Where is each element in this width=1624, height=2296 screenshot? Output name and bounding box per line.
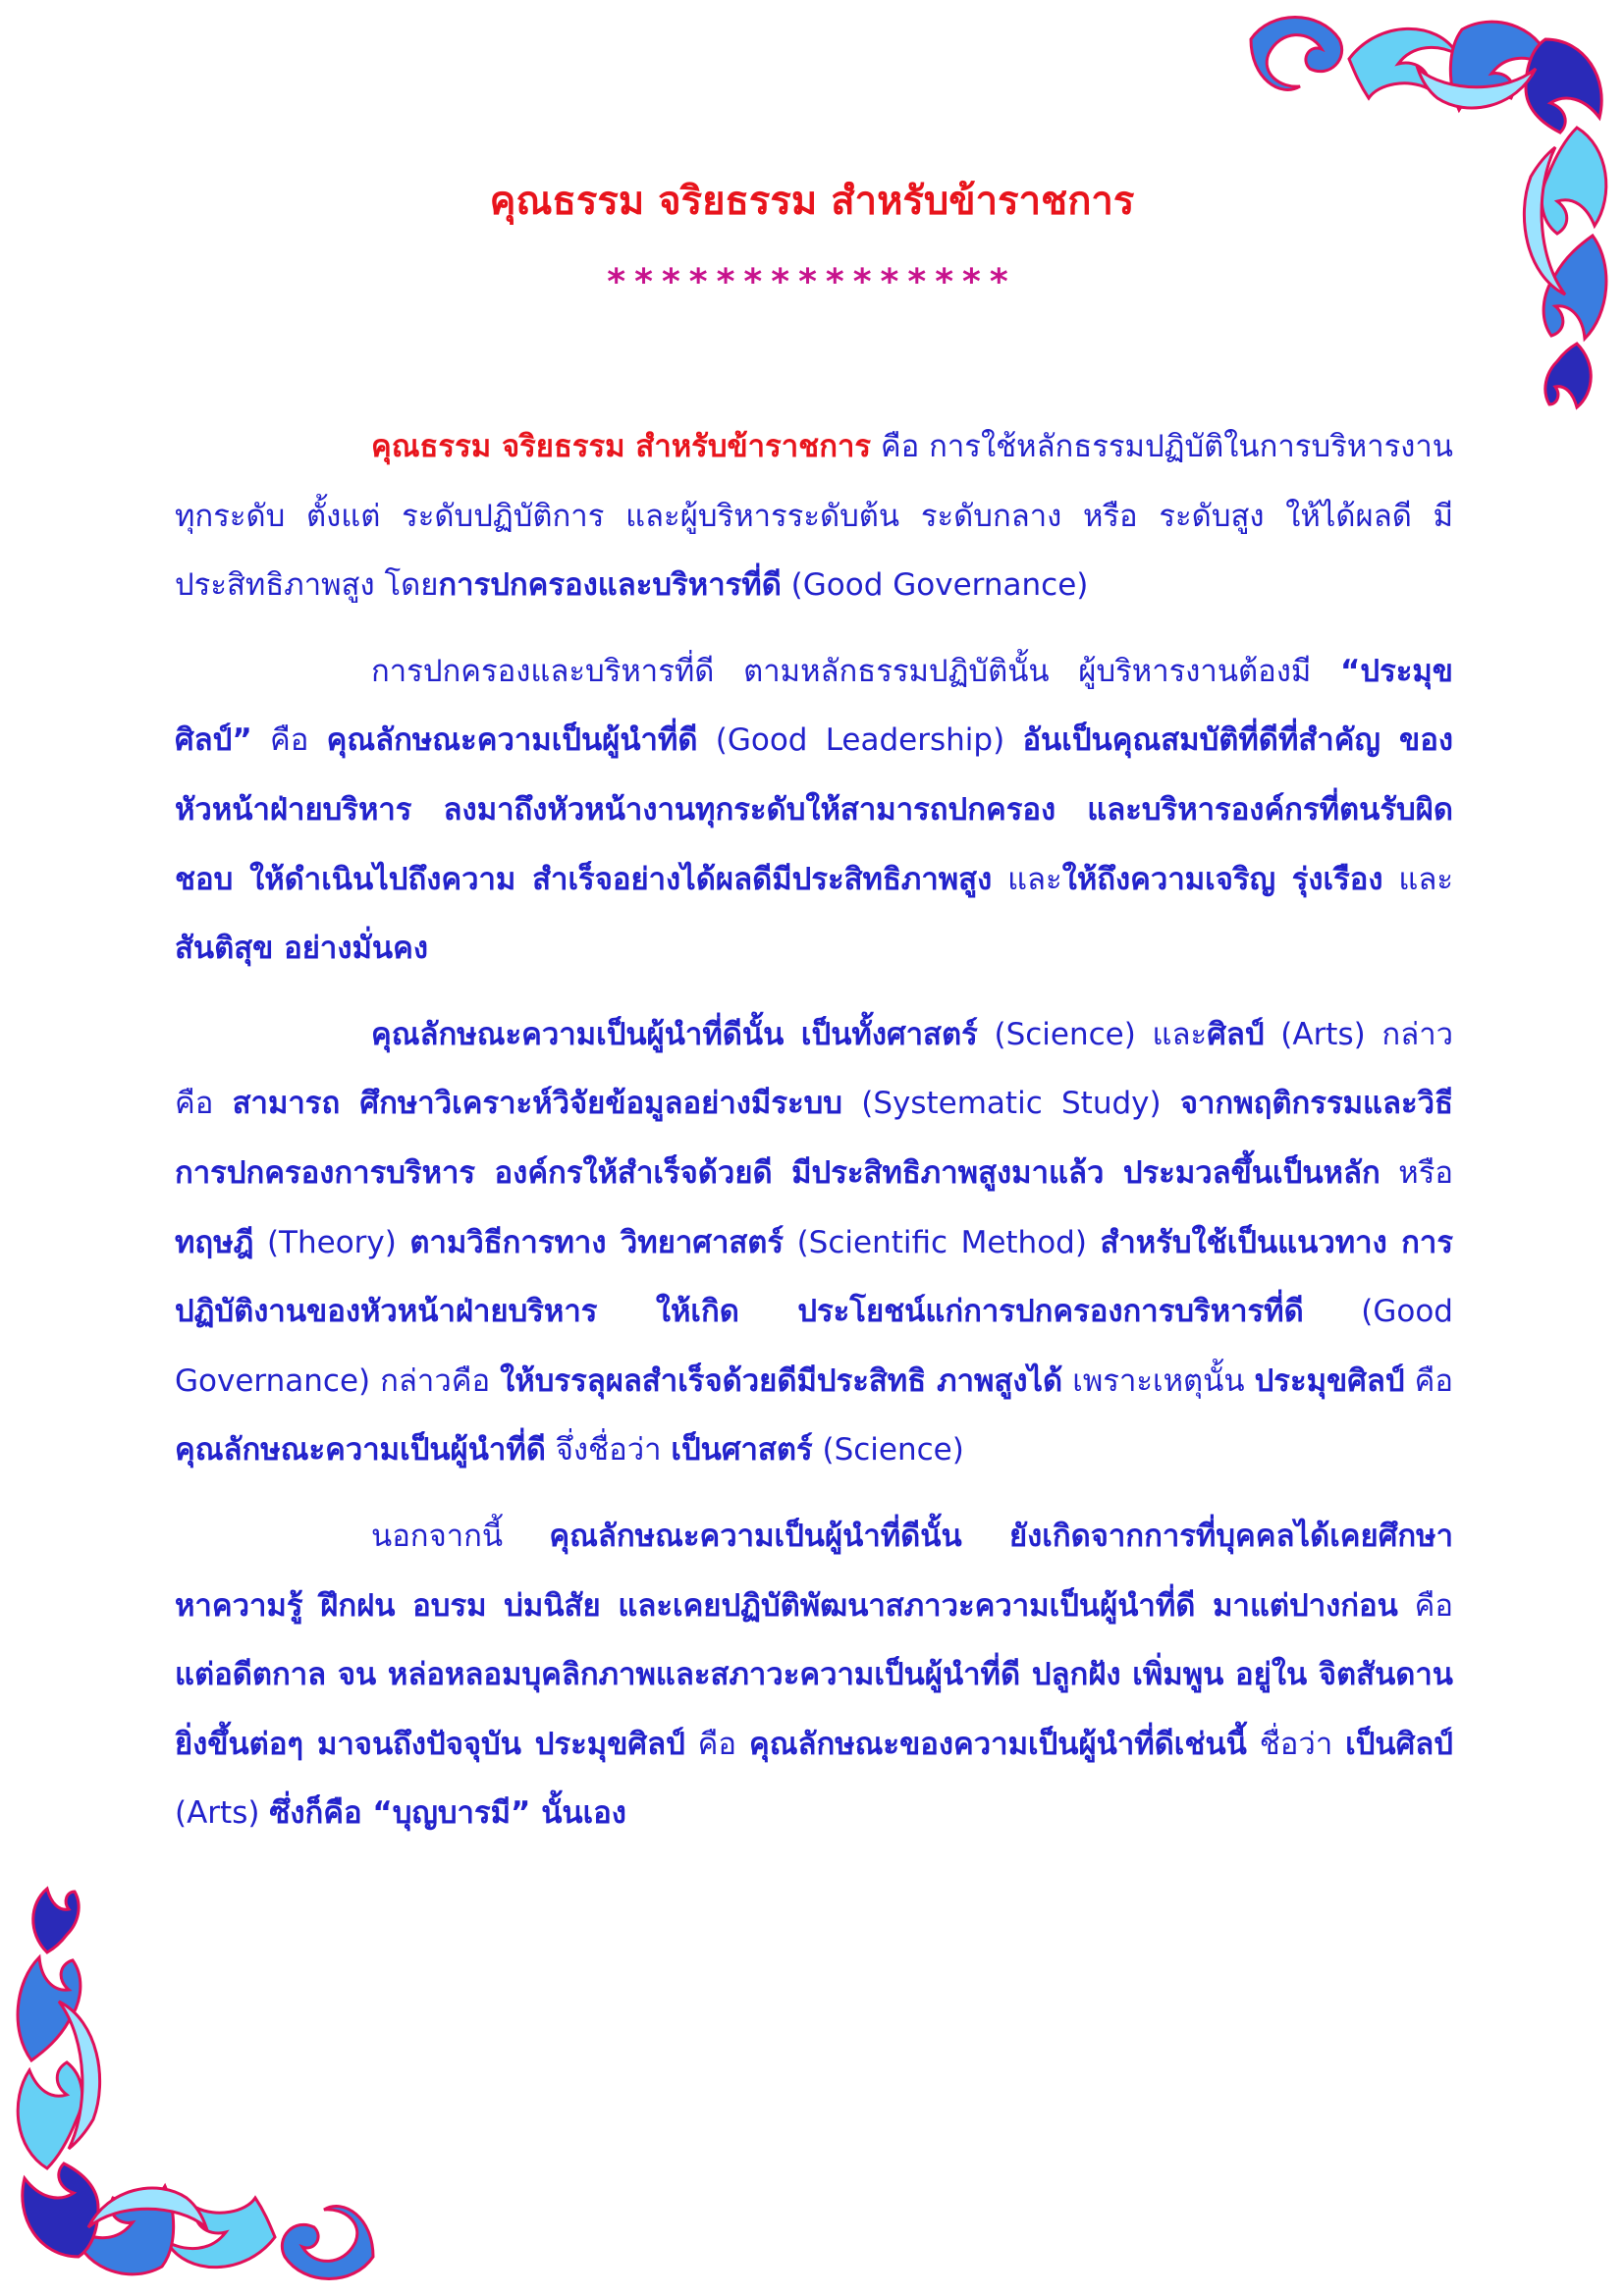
p3-art-term: ศิลป์ [1207, 1016, 1265, 1052]
p4-besides: นอกจากนี้ [371, 1518, 550, 1554]
p3-behavior-text: จากพฤติกรรมและวิธีการปกครองการบริหาร องค์กรให้สำเร็จด้วยดี มีประสิทธิภาพสูงมาแล้ว ประมวลขึ้นเป็นหลัก [175, 1086, 1453, 1191]
p4-is-1: คือ [1397, 1587, 1453, 1624]
p3-achievement-text: ให้บรรลุผลสำเร็จด้วยดีมีประสิทธิ ภาพสูงได้ [500, 1362, 1063, 1399]
p2-qualification-text: อันเป็นคุณสมบัติที่ดีที่สำคัญ ของหัวหน้าฝ่ายบริหาร ลงมาถึงหัวหน้างานทุกระดับให้สามารถปกครอง และบริหารองค์กรที่ตนรับผิดชอบ ให้ดำเนินไปถึงความ สำเร็จอย่างได้ผลดีมีประสิทธิภาพสูง [175, 722, 1453, 897]
p1-good-governance-term: การปกครองและบริหารที่ดี [438, 567, 782, 604]
p3-called: จึ่งชื่อว่า [545, 1432, 672, 1468]
paragraph-3 [175, 1000, 1453, 1485]
p3-systematic-study: สามารถ ศึกษาวิเคราะห์วิจัยข้อมูลอย่างมีระบบ [232, 1086, 842, 1122]
p3-or: หรือ [1380, 1154, 1453, 1191]
paragraph-2 [175, 637, 1453, 984]
p4-is-art: เป็นศิลป์ [1345, 1726, 1453, 1762]
p2-good-leader-quality: คุณลักษณะความเป็นผู้นำที่ดี [326, 722, 698, 759]
p3-scientific-method-en: (Scientific Method) [784, 1224, 1101, 1260]
title-divider-stars: *************** [607, 262, 1017, 302]
p2-text: การปกครองและบริหารที่ดี ตามหลักธรรมปฏิบัตินั้น ผู้บริหารงานต้องมี [371, 653, 1341, 689]
p3-science-en-end: (Science) [812, 1432, 964, 1468]
p4-leader-quality: คุณลักษณะของความเป็นผู้นำที่ดีเช่นนี้ [748, 1726, 1247, 1762]
p2-peace: สันติสุข อย่างมั่นคง [175, 931, 428, 967]
p3-theory-en: (Theory) [253, 1224, 410, 1260]
paragraph-4 [175, 1502, 1453, 1848]
p2-and-1: และ [992, 861, 1062, 897]
p3-leadership-art-term: ประมุขศิลป์ [1254, 1362, 1405, 1399]
p3-is: คือ [1404, 1362, 1453, 1399]
p3-good-leader-quality: คุณลักษณะความเป็นผู้นำที่ดี [175, 1432, 546, 1468]
document-title: คุณธรรม จริยธรรม สำหรับข้าราชการ [489, 179, 1135, 224]
p2-leadership-art-term: “ประมุขศิลป์” [175, 653, 1453, 759]
paragraph-1 [175, 412, 1453, 620]
p2-and-2: และ [1382, 861, 1454, 897]
p3-arts-en: (Arts) กล่าวคือ [175, 1016, 1454, 1122]
corner-ornament-bottom-left-icon [0, 1884, 412, 2296]
p3-science-en: (Science) และ [977, 1016, 1208, 1052]
p1-definition-term: คุณธรรม จริยธรรม สำหรับข้าราชการ [371, 429, 872, 464]
p3-theory-term: ทฤษฎี [175, 1224, 254, 1260]
p3-systematic-study-en: (Systematic Study) [841, 1086, 1180, 1122]
p4-called: ชื่อว่า [1246, 1726, 1346, 1762]
p4-arts-en: (Arts) [175, 1795, 270, 1832]
p4-origin-text: คุณลักษณะความเป็นผู้นำที่ดีนั้น ยังเกิดจากการที่บุคคลได้เคยศึกษา หาความรู้ ฝึกฝน อบรม บ่มนิสัย และเคยปฏิบัติพัฒนาสภาวะความเป็นผู้นำที่ดี มาแต่ปางก่อน [175, 1518, 1453, 1624]
p4-merit-text: ซึ่งก็คือ “บุญบารมี” นั้นเอง [269, 1795, 626, 1832]
p3-therefore: เพราะเหตุนั้น [1062, 1362, 1255, 1399]
p1-text: คือ การใช้หลักธรรมปฏิบัติในการบริหารงานทุกระดับ ตั้งแต่ ระดับปฏิบัติการ และผู้บริหารระดับต้น ระดับกลาง หรือ ระดับสูง ให้ได้ผลดี มีประสิทธิภาพสูง โดย [175, 429, 1453, 604]
p3-is-science: เป็นศาสตร์ [671, 1432, 813, 1468]
p3-good-governance-en: (Good Governance) กล่าวคือ [175, 1294, 1453, 1399]
p1-text-end: (Good Governance) [781, 567, 1089, 604]
p4-past-text: แต่อดีตกาล จน หล่อหลอมบุคลิกภาพและสภาวะความเป็นผู้นำที่ดี ปลูกฝัง เพิ่มพูน อยู่ใน จิตสันดานยิ่งขึ้นต่อๆ มาจนถึงปัจจุบัน ประมุขศิลป์ [175, 1657, 1453, 1762]
p3-guideline-text: สำหรับใช้เป็นแนวทาง การปฏิบัติงานของหัวหน้าฝ่ายบริหาร ให้เกิด ประโยชน์แก่การปกครองการบริหารที่ดี [175, 1224, 1453, 1330]
p2-good-leadership-en: (Good Leadership) [697, 722, 1023, 759]
p2-text-is: คือ [251, 722, 327, 759]
p3-scientific-way: ตามวิธีการทาง วิทยาศาสตร์ [409, 1224, 785, 1260]
p4-is-2: คือ [684, 1726, 749, 1762]
p3-science-intro: คุณลักษณะความเป็นผู้นำที่ดีนั้น เป็นทั้งศาสตร์ [371, 1016, 978, 1052]
p2-prosperity: ให้ถึงความเจริญ รุ่งเรือง [1061, 861, 1383, 897]
document-body [175, 412, 1453, 1865]
